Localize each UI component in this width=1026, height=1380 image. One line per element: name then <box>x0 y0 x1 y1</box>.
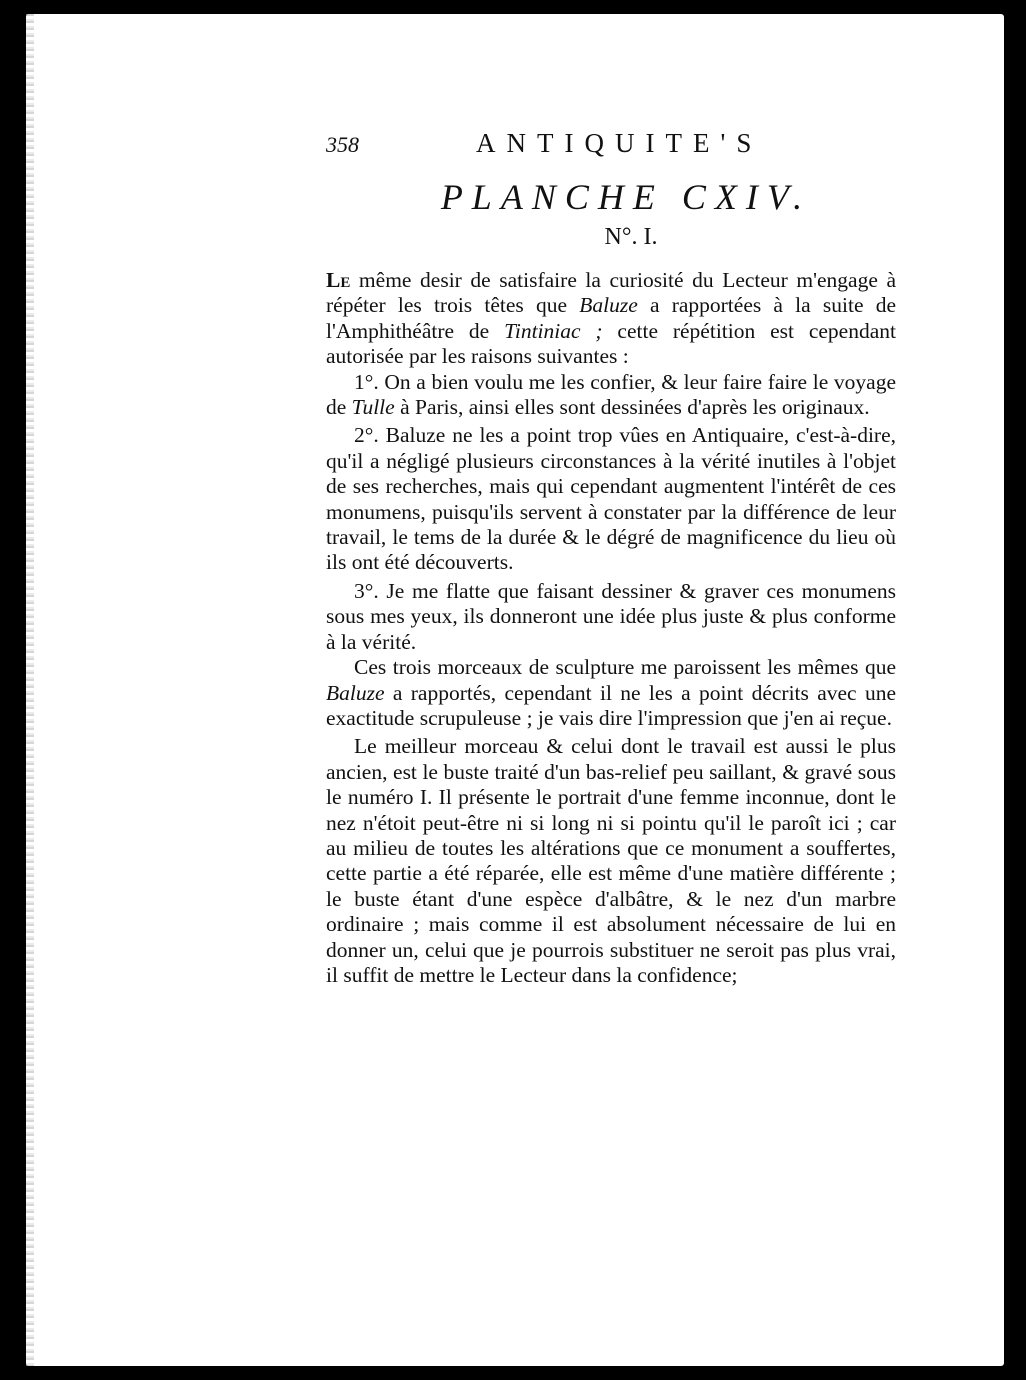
name-tintiniac: Tintiniac ; <box>504 318 603 343</box>
name-baluze: Baluze <box>326 680 385 705</box>
name-baluze: Baluze <box>579 293 638 318</box>
text-block <box>326 124 896 988</box>
plate-title: PLANCHE CXIV. <box>440 177 812 217</box>
plate-number: N°. I. <box>604 224 658 250</box>
name-tulle: Tulle <box>351 395 395 420</box>
drop-word: Le <box>326 268 351 292</box>
paragraph-reason-2: 2°. Baluze ne les a point trop vûes en Antiquaire, c'est-à-dire, qu'il a négligé plusieurs circonstances à la vérité inutiles à l'objet de ses recherches, mais qui cependant augmentent l'intérêt de ces monumens, puisqu'ils servent à constater par la différence de leur travail, le tems de la durée & le dégré de magnificence du lieu où ils ont été découverts. <box>326 423 896 575</box>
page-header <box>326 124 896 164</box>
running-head: ANTIQUITE'S <box>476 128 763 158</box>
paragraph-reason-1: 1°. On a bien voulu me les confier, & leur faire faire le voyage de Tulle à Paris, ainsi elles sont dessinées d'après les originaux. <box>326 369 896 420</box>
paragraph-reason-3: 3°. Je me flatte que faisant dessiner & graver ces monumens sous mes yeux, ils donneront une idée plus juste & plus conforme à la vérité. <box>326 578 896 654</box>
page-number: 358 <box>326 132 359 157</box>
book-page <box>26 14 1004 1366</box>
paragraph-intro: Le même desir de satisfaire la curiosité du Lecteur m'engage à répéter les trois têtes que Baluze a rapportées à la suite de l'Amphithéâtre de Tintiniac ; cette répétition est cependant autorisée par les raisons suivantes : <box>326 268 896 369</box>
paragraph-sculptures: Ces trois morceaux de sculpture me paroissent les mêmes que Baluze a rapportés, cependant il ne les a point décrits avec une exactitude scrupuleuse ; je vais dire l'impression que j'en ai reçue. <box>326 655 896 730</box>
paragraph-bust: Le meilleur morceau & celui dont le travail est aussi le plus ancien, est le buste traité d'un bas-relief peu saillant, & gravé sous le numéro I. Il présente le portrait d'une femme inconnue, dont le nez n'étoit peut-être ni si long ni si pointu qu'il le paroît ici ; car au milieu de toutes les altérations que ce monument a souffertes, cette partie a été réparée, elle est même d'une matière différente ; le buste étant d'une espèce d'albâtre, & le nez d'un marbre ordinaire ; mais comme il est absolument nécessaire de lui en donner un, celui que je pourrois substituer ne seroit pas plus vrai, il suffit de mettre le Lecteur dans la confidence; <box>326 734 896 987</box>
